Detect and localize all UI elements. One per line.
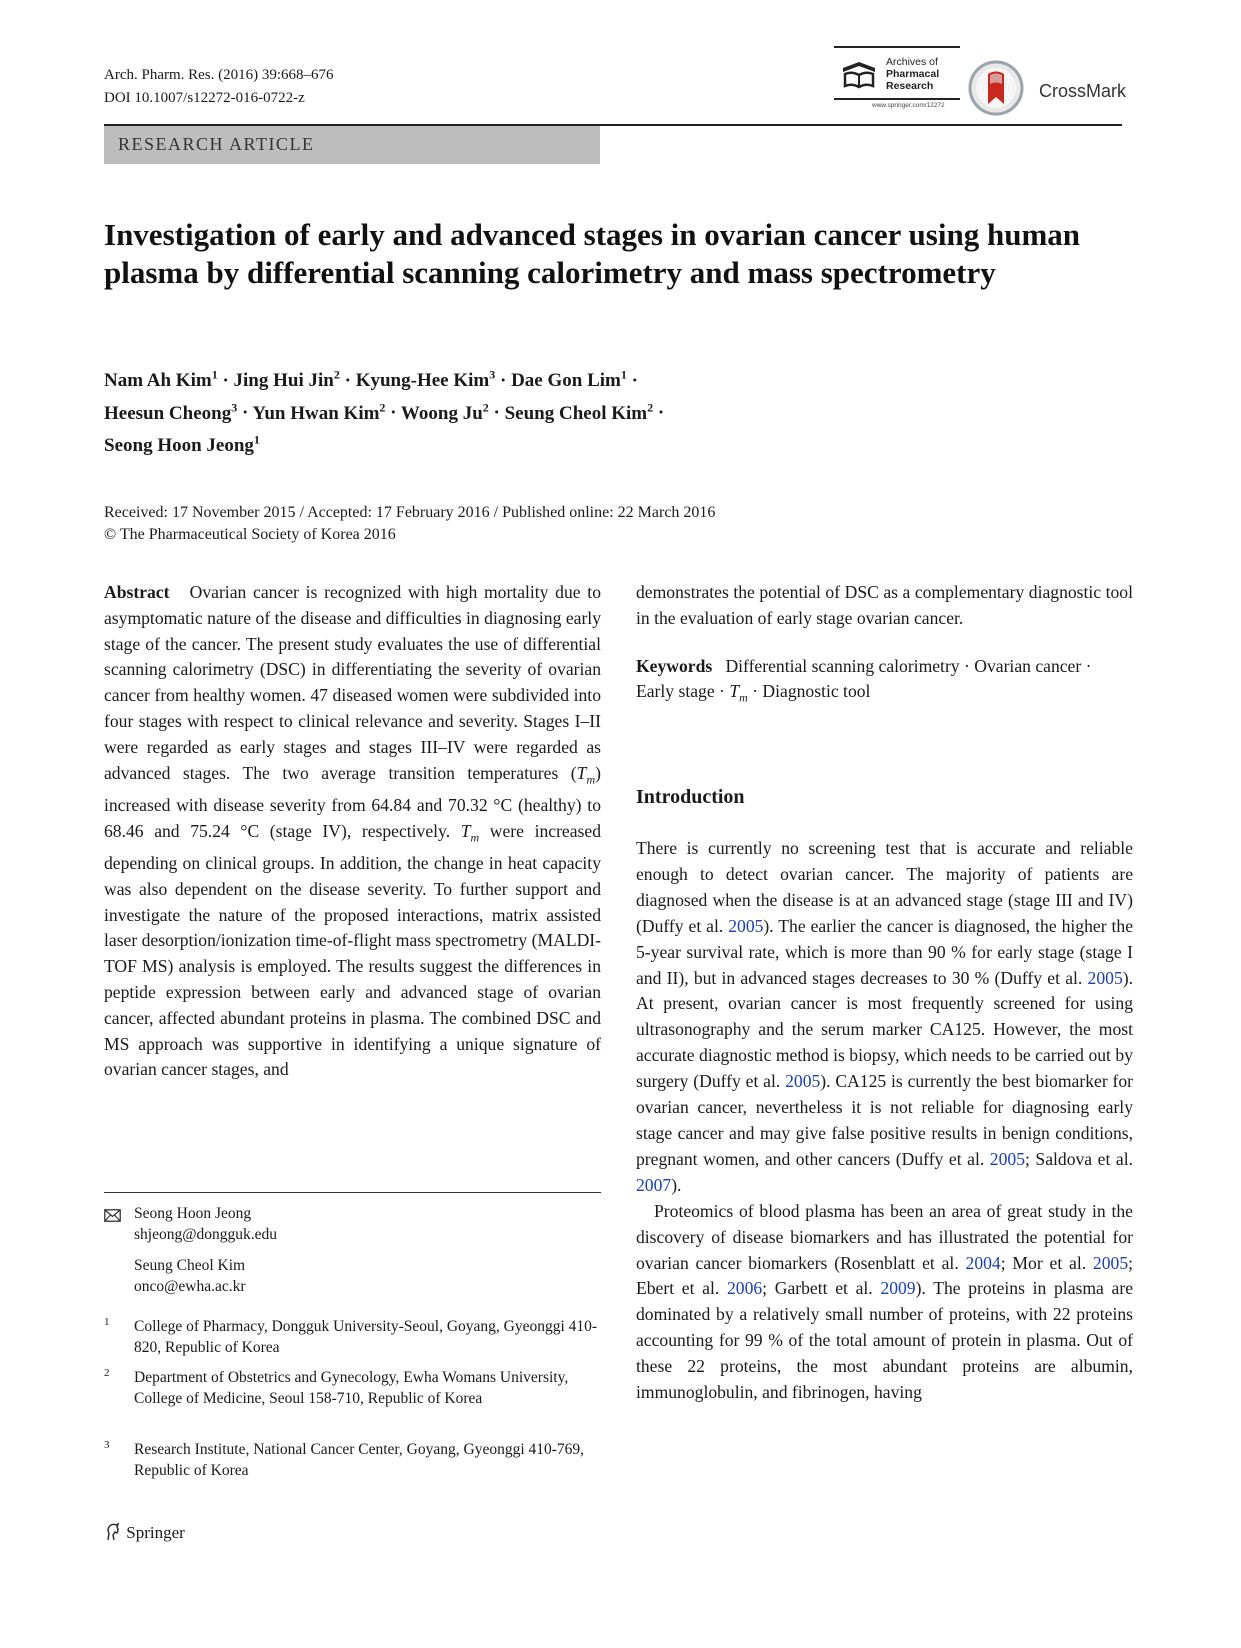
- section-label: RESEARCH ARTICLE: [118, 134, 315, 154]
- affiliation: 3 Research Institute, National Cancer Center, Goyang, Gyeonggi 410-769, Republic of Korea: [104, 1439, 585, 1479]
- springer-horse-icon: [104, 1522, 122, 1542]
- footnote-rule: [104, 1192, 601, 1193]
- doi: DOI 10.1007/s12272-016-0722-z: [104, 90, 305, 106]
- journal-logo-text: Archives of Pharmacal Research: [886, 56, 940, 92]
- citation-link[interactable]: 2004: [965, 1252, 1001, 1273]
- contact-name: Seung Cheol Kim: [134, 1257, 246, 1274]
- article-title: Investigation of early and advanced stages in ovarian cancer using human plasma by differential scanning calorimetry and mass spectrometry: [104, 217, 1081, 290]
- publisher-name: Springer: [126, 1523, 185, 1542]
- citation-link[interactable]: 2006: [726, 1278, 763, 1299]
- author[interactable]: Woong Ju$^2$: [400, 400, 489, 424]
- crossmark-label[interactable]: CrossMark: [1039, 81, 1127, 101]
- contact-email[interactable]: onco@ewha.ac.kr: [134, 1278, 246, 1295]
- crossmark-icon[interactable]: [968, 60, 1024, 116]
- abstract-label: Abstract: [104, 582, 170, 602]
- author[interactable]: Dae Gon Lim$^1$: [511, 368, 627, 392]
- citation-link[interactable]: 2007: [636, 1174, 672, 1195]
- introduction-heading: Introduction: [636, 786, 745, 808]
- citation-link[interactable]: 2005: [785, 1071, 821, 1092]
- affiliation: 1 College of Pharmacy, Dongguk University-Seoul, Goyang, Gyeonggi 410-820, Republic of Korea: [104, 1316, 598, 1356]
- introduction-body: [636, 836, 1133, 1406]
- author[interactable]: Yun Hwan Kim$^2$: [252, 400, 386, 424]
- citation-link[interactable]: 2005: [1092, 1252, 1129, 1273]
- contact-email[interactable]: shjeong@dongguk.edu: [134, 1226, 277, 1243]
- author-list: Nam Ah Kim$^1$ · Jing Hui Jin$^2$ · Kyung-Hee Kim$^3$ · Dae Gon Lim$^1$ · Heesun Cheong$^3$ · Yun Hwan Kim$^2$ · Woong $Ju^2$ · Seung Cheol Kim$^2$ · Seong Hoon Jeong$^1$: [104, 368, 665, 456]
- author[interactable]: Nam Ah Kim$^1$: [104, 368, 218, 392]
- publication-dates: [104, 502, 715, 546]
- corresponding-authors: [104, 1203, 601, 1297]
- journal-url: www.springer.com/12272: [872, 102, 945, 109]
- intro-paragraph-1: There is currently no screening test that is accurate and reliable enough to detect ovarian cancer. The majority of patients are diagnosed when the disease is at an advanced stage (stage III and IV) (Duffy et al. 2005). The earlier the cancer is diagnosed, the higher the 5-year survival rate, which is more than 90 % for early stage (stage I and II), but in advanced stages decreases to 30 % (Duffy et al. 2005). At present, ovarian cancer is most frequently screened for using ultrasonography and the serum marker CA125. However, the most accurate diagnostic method is biopsy, which needs to be carried out by surgery (Duffy et al. 2005). CA125 is currently the best biomarker for ovarian cancer, nevertheless it is not reliable for diagnosing early stage cancer and may give false positive results in benign conditions, pregnant women, and other cancers (Duffy et al. 2005; Saldova et al. 2007).: [636, 838, 1134, 1195]
- intro-paragraph-2: Proteomics of blood plasma has been an area of great study in the discovery of disease biomarkers and has illustrated the potential for ovarian cancer biomarkers (Rosenblatt et al. 2004; Mor et al. 2005; Ebert et al. 2006; Garbett et al. 2009). The proteins in plasma are dominated by a relatively small number of proteins, with 22 proteins accounting for 99 % of the total amount of protein in plasma. Out of these 22 proteins, the most abundant proteins are albumin, immunoglobulin, and fibrinogen, having: [636, 1200, 1134, 1403]
- author[interactable]: Heesun Cheong$^3$: [104, 400, 238, 424]
- contact-name: Seong Hoon Jeong: [134, 1205, 252, 1222]
- citation-link[interactable]: 2009: [880, 1278, 916, 1299]
- section-banner: [104, 126, 600, 164]
- journal-logo[interactable]: [834, 46, 960, 114]
- journal-reference: Arch. Pharm. Res. (2016) 39:668–676: [104, 67, 334, 83]
- abstract: Abstract Ovarian cancer is recognized with high mortality due to asymptomatic nature of the disease and difficulties in diagnosing early stage of the cancer. The present study evaluates the use of differential scanning calorimetry (DSC) in differentiating the severity of ovarian cancer from healthy women. 47 diseased women were subdivided into four stages with respect to clinical relevance and severity. Stages I–II were regarded as early stages and stages III–IV were regarded as advanced stages. The two average transition temperatures $(T_m)$ increased with disease severity from 64.84 and 70.32 °C (healthy) to 68.46 and 75.24 °C (stage IV), respectively. $T_m$ were increased depending on clinical groups. In addition, the change in heat capacity was also dependent on the disease severity. To further support and investigate the nature of the proposed interactions, matrix assisted laser desorption/ionization time-of-flight mass spectrometry (MALDI-TOF MS) analysis is employed. The results suggest the differences in peptide expression between early and advanced stage of ovarian cancer, affected abundant proteins in plasma. The combined DSC and MS approach was supportive in identifying a unique signature of ovarian cancer stages, and: [104, 582, 601, 1080]
- citation-link[interactable]: 2005: [989, 1148, 1025, 1169]
- history-dates: Received: 17 November 2015 / Accepted: 17 February 2016 / Published online: 22 March 2016: [104, 504, 716, 521]
- author[interactable]: Seong Hoon Jeong$^1$: [104, 432, 260, 456]
- keywords: Keywords Differential scanning calorimetry · Ovarian cancer · Early stage · $T_m$ · Diagnostic tool: [636, 655, 1092, 705]
- author[interactable]: Seung Cheol Kim$^2$: [504, 400, 654, 424]
- keywords-label: Keywords: [636, 655, 713, 676]
- citation-link[interactable]: 2005: [728, 915, 764, 936]
- author[interactable]: Kyung-Hee Kim$^3$: [355, 368, 496, 392]
- author[interactable]: Jing Hui Jin$^2$: [233, 368, 340, 392]
- abstract-continued: demonstrates the potential of DSC as a complementary diagnostic tool in the evaluation of early stage ovarian cancer. Keywords Differential scanning calorimetry · Ovarian cancer · Early stage · $T_m$ · Diagnostic tool: [636, 580, 1133, 712]
- citation-link[interactable]: 2005: [1087, 967, 1123, 988]
- affiliation: 2 Department of Obstetrics and Gynecology, Ewha Womans University, College of Medicine, Seoul 158-710, Republic of Korea: [104, 1367, 569, 1407]
- book-icon: [840, 58, 878, 90]
- publisher-footer: [104, 1522, 185, 1543]
- copyright: © The Pharmaceutical Society of Korea 2016: [104, 526, 396, 543]
